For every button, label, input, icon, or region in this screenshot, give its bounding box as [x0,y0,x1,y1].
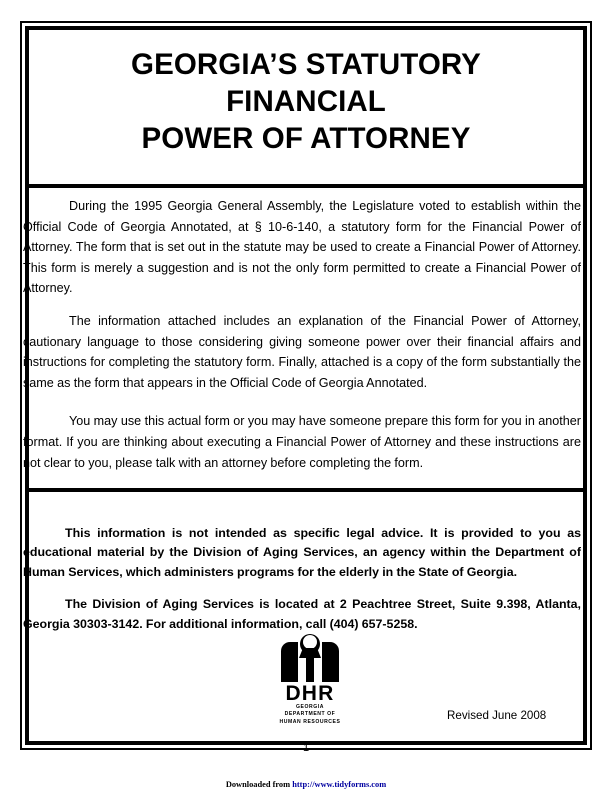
agency-address-paragraph: The Division of Aging Services is located at 2 Peachtree Street, Suite 9.398, Atlanta, Georgia 30303-3142. For additional information, call (404) 657-5258. [23,597,581,631]
logo-figure-body [306,654,314,682]
intro-paragraph-2: The information attached includes an explanation of the Financial Power of Attorney, cautionary language to those considering giving someone power over their financial affairs and instructions for completing the statutory form. Finally, attached is a copy of the form substantially the same as the form that appears in the Official Code of Georgia Annotated. [23,313,581,390]
divider-below-title [29,184,583,188]
page-title-line-2: FINANCIAL [226,85,386,118]
legal-notice-paragraph: This information is not intended as specific legal advice. It is provided to you as educational material by the Division of Aging Services, an agency within the Department of Human Services, which administers programs for the elderly in the State of Georgia. [23,526,581,579]
intro-paragraph-1: During the 1995 Georgia General Assembly, the Legislature voted to establish within the Official Code of Georgia Annotated, at § 10-6-140, a statutory form for the Financial Power of Attorney. The form that is set out in the statute may be used to create a Financial Power of Attorney. This form is merely a suggestion and is not the only form permitted to create a Financial Power of Attorney. [23,199,581,296]
page-title-line-1: GEORGIA’S STATUTORY [131,48,481,81]
divider-above-disclaimer [29,488,583,492]
revision-date-note: Revised June 2008 [447,709,547,722]
document-title-block [29,32,583,184]
dhr-wordmark: DHR [285,682,335,705]
download-credit-label: Downloaded from [225,780,293,789]
dhr-sub-line-1: GEORGIA [296,704,324,710]
logo-block-left [281,642,298,682]
disclaimer-section [23,524,581,634]
page-number: 1 [302,742,310,754]
page-title-line-3: POWER OF ATTORNEY [141,122,471,155]
dhr-sub-line-2: DEPARTMENT OF [284,711,336,718]
download-source-credit [0,779,612,790]
logo-block-right [322,642,339,682]
dhr-agency-logo [272,634,348,726]
logo-figure-head-cutout [303,635,317,649]
dhr-sub-line-3: HUMAN RESOURCES [279,718,341,725]
download-credit-url[interactable]: http://www.tidyforms.com [292,780,387,789]
dhr-human-figure-icon [281,634,339,682]
intro-paragraph-3: You may use this actual form or you may have someone prepare this form for you in another format. If you are thinking about executing a Financial Power of Attorney and these instructions are not clear to you, please talk with an attorney before completing the form. [23,414,581,470]
introduction-section [23,196,581,486]
